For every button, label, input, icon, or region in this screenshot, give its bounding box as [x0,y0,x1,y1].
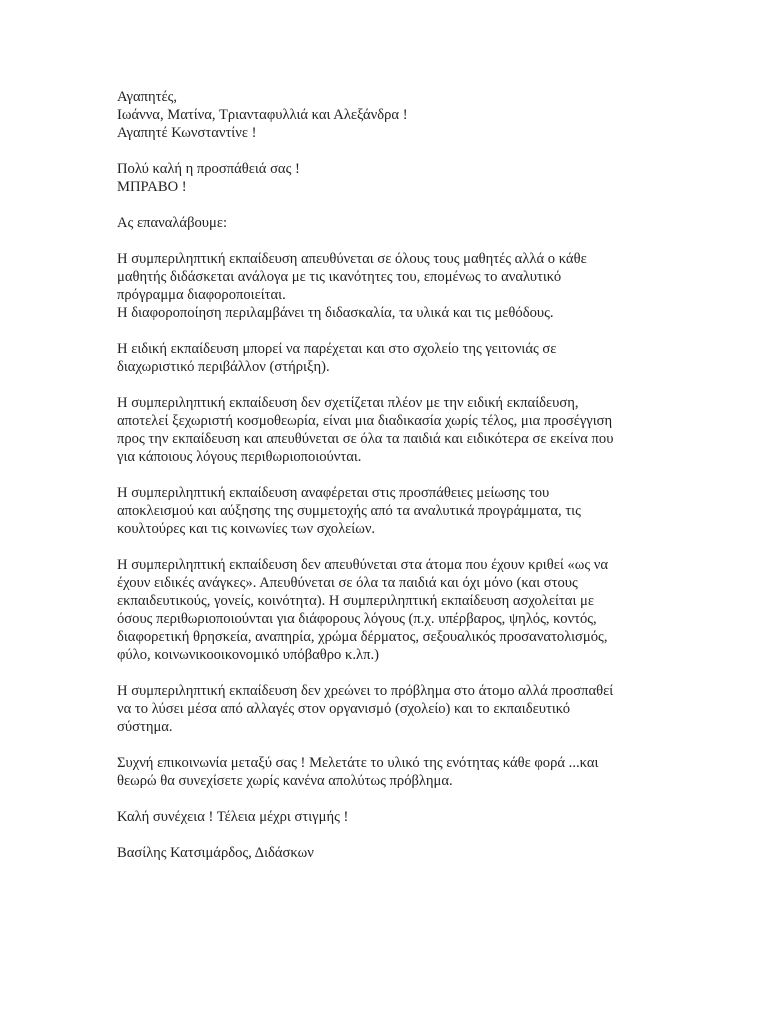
text-line: Η συμπεριληπτική εκπαίδευση δεν σχετίζεται πλέον με την ειδική εκπαίδευση, [117,395,579,411]
praise-paragraph [117,160,657,196]
text-line: διαφορετική θρησκεία, αναπηρία, χρώμα δέρματος, σεξουαλικός προσανατολισμός, [117,629,608,645]
text-line: Η συμπεριληπτική εκπαίδευση απευθύνεται σε όλους τους μαθητές αλλά ο κάθε [117,251,587,267]
text-line: πρόγραμμα διαφοροποιείται. [117,287,286,303]
text-line: έχουν ειδικές ανάγκες». Απευθύνεται σε όλα τα παιδιά και όχι μόνο (και στους [117,575,578,591]
text-line: κουλτούρες και τις κοινωνίες των σχολείων. [117,521,376,537]
text-line: να το λύσει μέσα από αλλαγές στον οργανισμό (σχολείο) και το εκπαιδευτικό [117,701,571,717]
closing-line: Καλή συνέχεια ! Τέλεια μέχρι στιγμής ! [117,809,349,825]
text-line: Η συμπεριληπτική εκπαίδευση δεν χρεώνει το πρόβλημα στο άτομο αλλά προσπαθεί [117,683,614,699]
text-line: εκπαιδευτικούς, γονείς, κοινότητα). Η συμπεριληπτική εκπαίδευση ασχολείται με [117,593,594,609]
signature-paragraph [117,844,657,862]
text-line: αποκλεισμού και αύξησης της συμμετοχής από τα αναλυτικά προγράμματα, τις [117,503,581,519]
salutation-line: Αγαπητές, [117,89,178,105]
text-line: θεωρώ θα συνεχίσετε χωρίς κανένα απολύτως πρόβλημα. [117,773,453,789]
greeting-paragraph [117,88,657,142]
text-line: σύστημα. [117,719,173,735]
recap-intro-paragraph [117,214,657,232]
body-paragraph-1 [117,250,657,322]
text-line: Η συμπεριληπτική εκπαίδευση δεν απευθύνεται στα άτομα που έχουν κριθεί «ως να [117,557,609,573]
text-line: μαθητής διδάσκεται ανάλογα με τις ικανότητες του, επομένως το αναλυτικό [117,269,562,285]
bravo-line: ΜΠΡΑΒΟ ! [117,179,187,195]
text-line: προς την εκπαίδευση και απευθύνεται σε όλα τα παιδιά και ειδικότερα σε εκείνα που [117,431,614,447]
text-line: διαχωριστικό περιβάλλον (στήριξη). [117,359,330,375]
praise-line: Πολύ καλή η προσπάθειά σας ! [117,161,300,177]
signature-line: Βασίλης Κατσιμάρδος, Διδάσκων [117,845,314,861]
recap-intro-line: Ας επαναλάβουμε: [117,215,228,231]
recipient-line: Αγαπητέ Κωνσταντίνε ! [117,125,257,141]
text-line: αποτελεί ξεχωριστή κοσμοθεωρία, είναι μια διαδικασία χωρίς τέλος, μια προσέγγιση [117,413,613,429]
text-line: Η διαφοροποίηση περιλαμβάνει τη διδασκαλία, τα υλικά και τις μεθόδους. [117,305,554,321]
text-line: για κάποιους λόγους περιθωριοποιούνται. [117,449,362,465]
body-paragraph-4 [117,484,657,538]
text-line: Συχνή επικοινωνία μεταξύ σας ! Μελετάτε το υλικό της ενότητας κάθε φορά ...και [117,755,599,771]
body-paragraph-6 [117,682,657,736]
body-paragraph-2 [117,340,657,376]
body-paragraph-3 [117,394,657,466]
body-paragraph-7 [117,754,657,790]
letter-body [117,88,657,880]
closing-paragraph [117,808,657,826]
text-line: όσους περιθωριοποιούνται για διάφορους λόγους (π.χ. υπέρβαρος, ψηλός, κοντός, [117,611,597,627]
text-line: φύλο, κοινωνικοοικονομικό υπόβαθρο κ.λπ.) [117,647,379,663]
recipients-line: Ιωάννα, Ματίνα, Τριανταφυλλιά και Αλεξάνδρα ! [117,107,408,123]
text-line: Η συμπεριληπτική εκπαίδευση αναφέρεται στις προσπάθειες μείωσης του [117,485,550,501]
text-line: Η ειδική εκπαίδευση μπορεί να παρέχεται και στο σχολείο της γειτονιάς σε [117,341,557,357]
body-paragraph-5 [117,556,657,664]
